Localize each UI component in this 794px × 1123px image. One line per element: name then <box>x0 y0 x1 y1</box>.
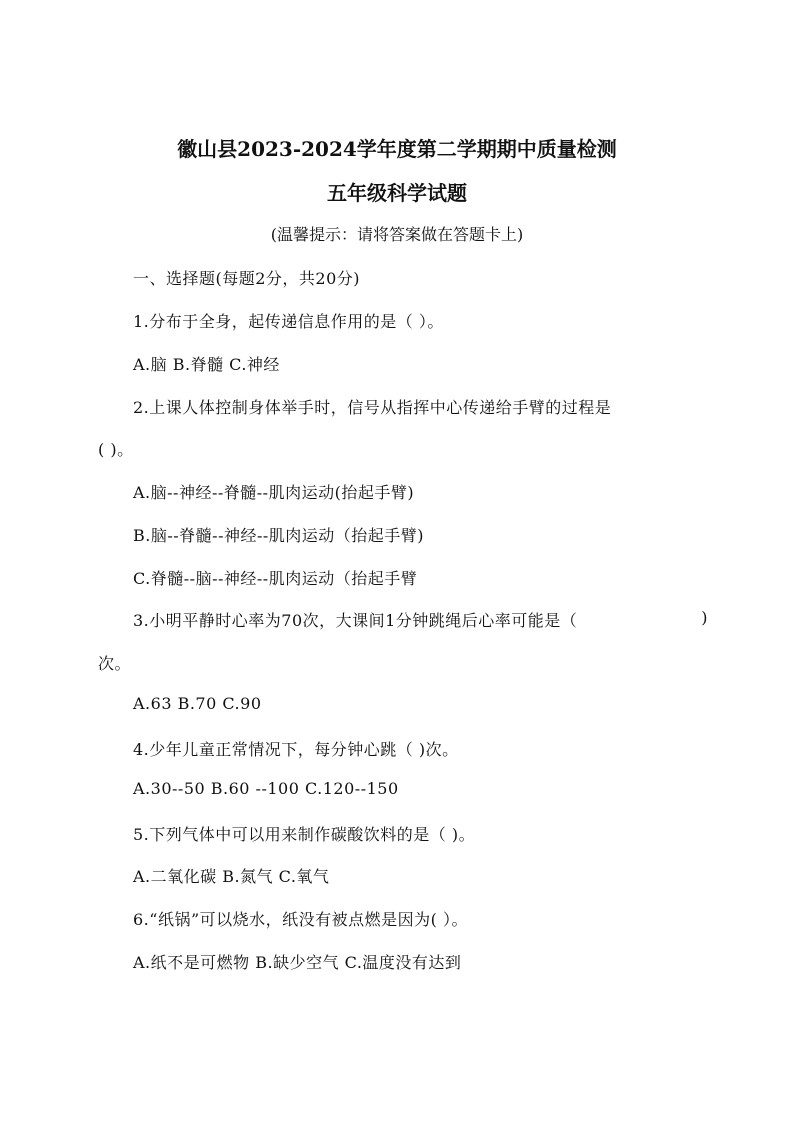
question-1-stem: 1.分布于全身，起传递信息作用的是（ ）。 <box>133 312 444 331</box>
question-2-stem-line2: ( )。 <box>98 440 134 459</box>
exam-tip: (温馨提示：请将答案做在答题卡上) <box>270 225 524 244</box>
question-5-options: A.二氧化碳 B.氮气 C.氧气 <box>133 867 330 886</box>
question-2-option-c: C.脊髓--脑--神经--肌肉运动（抬起手臂 <box>133 569 418 588</box>
question-4-stem: 4.少年儿童正常情况下，每分钟心跳（ )次。 <box>133 740 459 759</box>
question-4-options: A.30--50 B.60 --100 C.120--150 <box>133 779 399 798</box>
section-heading: 一、选择题(每题2分，共20分) <box>133 269 361 288</box>
question-2-option-b: B.脑--脊髓--神经--肌肉运动（抬起手臂) <box>133 526 425 545</box>
question-2-option-a: A.脑--神经--脊髓--肌肉运动(抬起手臂) <box>133 483 415 502</box>
question-5-stem: 5.下列气体中可以用来制作碳酸饮料的是（ )。 <box>133 825 476 844</box>
question-2-stem-line1: 2.上课人体控制身体举手时，信号从指挥中心传递给手臂的过程是 <box>133 398 612 417</box>
question-1-options: A.脑 B.脊髓 C.神经 <box>133 355 280 374</box>
question-3-stem-line1 <box>133 608 708 631</box>
exam-subtitle: 五年级科学试题 <box>327 181 467 205</box>
question-6-options: A.纸不是可燃物 B.缺少空气 C.温度没有达到 <box>133 953 462 972</box>
exam-title: 徽山县2023-2024学年度第二学期期中质量检测 <box>177 137 617 161</box>
question-3-options: A.63 B.70 C.90 <box>133 694 262 713</box>
question-3-stem-text: 3.小明平静时心率为70次，大课间1分钟跳绳后心率可能是（ <box>133 611 578 630</box>
question-6-stem: 6.“纸锅”可以烧水，纸没有被点燃是因为( ）。 <box>133 910 468 929</box>
question-3-close-paren: ) <box>701 608 708 627</box>
question-3-stem-line2: 次。 <box>98 654 132 673</box>
